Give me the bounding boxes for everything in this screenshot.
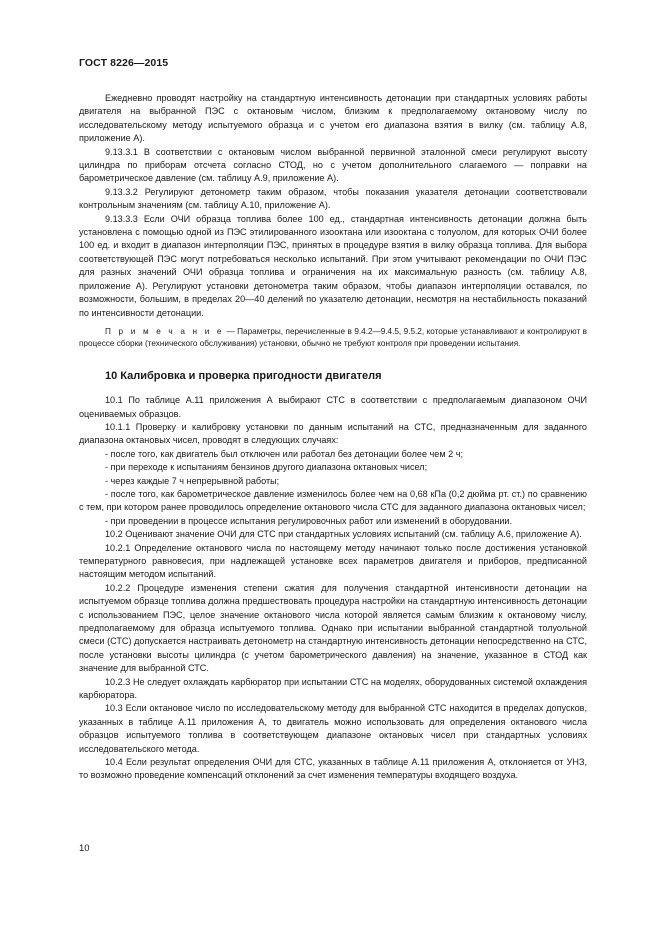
paragraph-10-1-1: 10.1.1 Проверку и калибровку установки по данным испытаний на СТС, предназначенным для заданного диапазона октановых чисел, проводят в следующих случаях: <box>79 421 587 446</box>
paragraph-10-4: 10.4 Если результат определения ОЧИ для СТС, указанных в таблице А.11 приложения А, отклоняется от УНЗ, то возможно проведение компенсаций отклонений за счет изменения температуры входящего воздуха. <box>79 757 587 781</box>
list-item: - после того, как барометрическое давление изменилось более чем на 0,68 кПа (0,2 дюйма рт. ст.) по сравнению с тем, при котором ранее проводилось определение октанового числа СТС для заданного диапазона октановых чисел; <box>79 488 587 513</box>
paragraph-10-2-2: 10.2.2 Процедуре изменения степени сжатия для получения стандартной интенсивности детонации на испытуемом образце топлива должна предшествовать процедура настройки на стандартную интенсивность детонации с использованием ПЭС, целое значение октанового числа которой является самым близким к октановому числу, предполагаемому для образца испытуемого топлива. Однако при испытании выбранной стандартной толуольной смеси (СТС) допускается настраивать детонометр на стандартную интенсивность детонации непосредственно на СТС, после установки высоты цилиндра (с учетом барометрического давления) на значение, указанное в СТОД как значение для выбранной СТС. <box>79 582 587 674</box>
paragraph: Ежедневно проводят настройку на стандартную интенсивность детонации при стандартных условиях работы двигателя на выбранной ПЭС с октановым числом, близким к предполагаемому октановому числу по исследовательскому методу испытуемого образца и с учетом его диапазона взятия в вилку (см. таблицу А.8, приложение А). <box>79 93 587 144</box>
note-label: П р и м е ч а н и е <box>105 326 225 336</box>
paragraph-9-13-3-2: 9.13.3.2 Регулируют детонометр таким образом, чтобы показания указателя детонации соответствовали контрольным значениям (см. таблицу А.10, приложение А). <box>79 186 587 211</box>
paragraph-10-2-3: 10.2.3 Не следует охлаждать карбюратор при испытании СТС на моделях, оборудованных системой охлаждения карбюратора. <box>79 676 587 701</box>
paragraph-10-1: 10.1 По таблице А.11 приложения А выбирают СТС в соответствии с предполагаемым диапазоном ОЧИ оцениваемых образцов. <box>79 395 587 419</box>
paragraph-10-2-1: 10.2.1 Определение октанового числа по настоящему методу начинают только после достижения установкой температурного равновесия, при надлежащей установке всех параметров двигателя и приборов, предписанной настоящим методом испытаний. <box>79 542 587 580</box>
note <box>79 326 587 349</box>
section-title: 10 Калибровка и проверка пригодности двигателя <box>105 370 382 383</box>
note-text: — Параметры, перечисленные в 9.4.2—9.4.5, 9.5.2, которые устанавливают и контролируют в процессе сборки (технического обслуживания) установки, обычно не требуют контроля при проведении испытания. <box>79 326 587 348</box>
page-body <box>79 92 587 783</box>
list-item: - через каждые 7 ч непрерывной работы; <box>105 475 280 486</box>
list-item: - при переходе к испытаниям бензинов другого диапазона октановых чисел; <box>105 462 428 473</box>
page-number: 10 <box>79 843 90 854</box>
document-code: ГОСТ 8226—2015 <box>79 57 169 69</box>
list-item: - после того, как двигатель был отключен или работал без детонации более чем 2 ч; <box>105 448 463 459</box>
paragraph-9-13-3-3: 9.13.3.3 Если ОЧИ образца топлива более 100 ед., стандартная интенсивность детонации должна быть установлена с помощью одной из ПЭС этилированного изооктана или изооктана с толуолом, для которых ОЧИ более 100 ед. и входит в диапазон интерполяции ПЭС, принятых в процедуре взятия в вилку образца топлива. Для выбора соответствующей ПЭС могут потребоваться несколько испытаний. При этом учитывают рекомендации по ОЧИ ПЭС для разных значений ОЧИ образца топлива и ограничения на их максимальную разность (см. таблицу А.8, приложение А). Регулируют установки детонометра таким образом, чтобы диапазон интерполяции оставался, по возможности, большим, в пределах 20—40 делений по указателю детонации, несмотря на нестабильность показаний по интенсивности детонации. <box>79 213 587 318</box>
paragraph-10-2: 10.2 Оценивают значение ОЧИ для СТС при стандартных условиях испытаний (см. таблицу А.6, приложение А). <box>105 529 582 540</box>
paragraph-9-13-3-1: 9.13.3.1 В соответствии с октановым числом выбранной первичной эталонной смеси регулируют высоту цилиндра по приборам отсчета согласно СТОД, но с учетом дополнительного слагаемого — поправки на барометрическое давление (см. таблицу А.9, приложение А). <box>79 146 587 184</box>
paragraph-10-3: 10.3 Если октановое число по исследовательскому методу для выбранной СТС находится в пределах допусков, указанных в таблице А.11 приложения А, то двигатель можно использовать для определения октанового числа образцов испытуемого топлива в соответствующем диапазоне октановых чисел при стандартных условиях исследовательского метода. <box>79 703 587 754</box>
list-item: - при проведении в процессе испытания регулировочных работ или изменений в оборудовании. <box>105 515 513 526</box>
